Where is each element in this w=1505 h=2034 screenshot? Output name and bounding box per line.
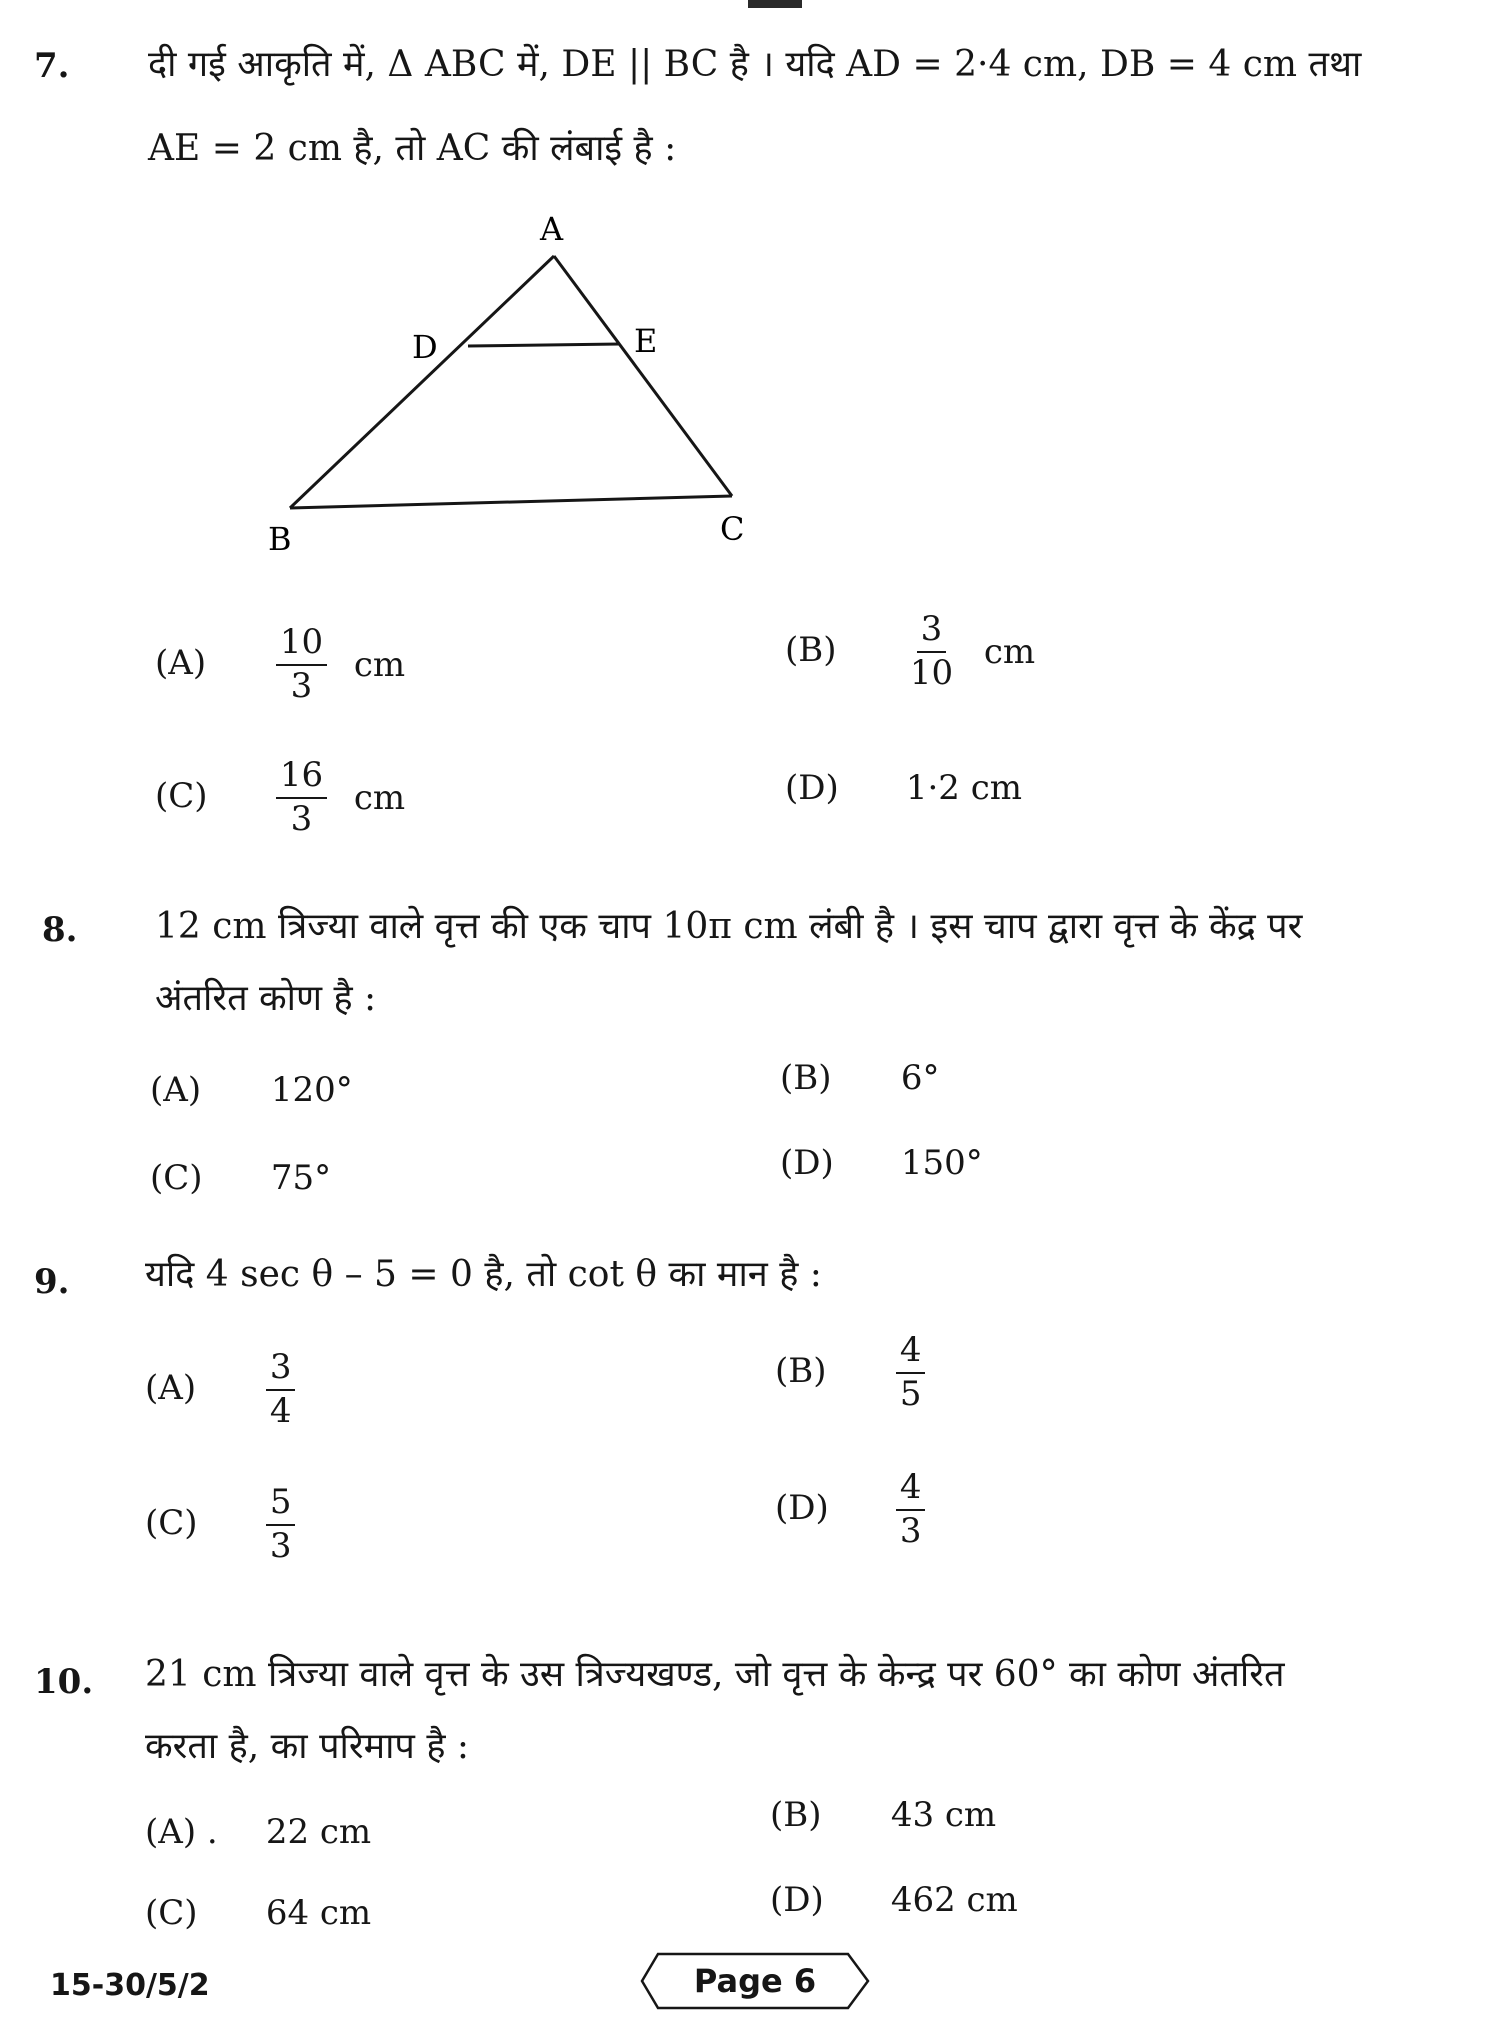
option-c[interactable] [155, 755, 406, 839]
fraction-numerator: 5 [266, 1485, 296, 1526]
question-number: 8. [42, 910, 78, 950]
vertex-label-a: A [540, 210, 564, 248]
option-d[interactable] [785, 768, 1022, 808]
option-value: 150° [900, 1143, 983, 1183]
option-unit: cm [983, 631, 1036, 672]
question-text-line: करता है, का परिमाप है : [145, 1726, 470, 1767]
fraction-denominator: 10 [909, 652, 954, 693]
fraction-denominator: 3 [290, 665, 313, 706]
question-number: 7. [34, 46, 70, 86]
question-text-line: 21 cm त्रिज्या वाले वृत्त के उस त्रिज्यखण्ड, जो वृत्त के केन्द्र पर 60° का कोण अंतरित [145, 1654, 1285, 1695]
option-label: (C) [150, 1158, 203, 1198]
option-label: (A) [155, 642, 207, 683]
fraction-numerator: 10 [276, 625, 327, 666]
option-label: (D) [785, 768, 839, 808]
fraction-numerator: 4 [896, 1333, 926, 1374]
option-d[interactable] [780, 1143, 983, 1183]
option-label: (B) [785, 629, 837, 670]
vertex-label-e: E [634, 322, 658, 360]
fraction [266, 1482, 296, 1566]
fraction [276, 622, 327, 706]
option-value: 43 cm [890, 1795, 997, 1835]
question-text-line: दी गई आकृति में, Δ ABC में, DE || BC है । यदि AD = 2·4 cm, DB = 4 cm तथा [148, 44, 1362, 85]
option-label: (C) [145, 1893, 198, 1933]
triangle-figure [260, 210, 780, 570]
option-label: (B) [770, 1795, 822, 1835]
question-text-line: AE = 2 cm है, तो AC की लंबाई है : [148, 128, 677, 169]
option-label: (B) [780, 1058, 832, 1098]
fraction-denominator: 3 [899, 1510, 922, 1551]
option-value: 75° [270, 1158, 332, 1198]
option-value: 120° [270, 1070, 353, 1110]
option-label: (C) [145, 1502, 198, 1543]
fraction-numerator: 3 [917, 612, 947, 653]
vertex-label-d: D [412, 328, 438, 366]
option-value: 462 cm [890, 1880, 1018, 1920]
paper-code: 15-30/5/2 [50, 1968, 210, 2003]
option-b[interactable] [785, 609, 1036, 693]
fraction-denominator: 4 [269, 1390, 292, 1431]
option-b[interactable] [775, 1330, 941, 1414]
vertex-label-b: B [268, 520, 292, 558]
scan-artifact [748, 0, 802, 8]
option-b[interactable] [770, 1795, 996, 1835]
fraction [896, 1330, 926, 1414]
option-a[interactable] [150, 1070, 353, 1110]
option-c[interactable] [150, 1158, 331, 1198]
option-value: 64 cm [265, 1893, 372, 1933]
option-label: (D) [770, 1880, 824, 1920]
vertex-label-c: C [720, 510, 745, 548]
option-label: (A) [145, 1367, 197, 1408]
option-c[interactable] [145, 1482, 311, 1566]
fraction [906, 609, 957, 693]
question-number: 9. [34, 1262, 70, 1302]
option-label: (D) [780, 1143, 834, 1183]
option-a[interactable] [145, 1347, 311, 1431]
option-c[interactable] [145, 1893, 371, 1933]
option-value: 22 cm [265, 1812, 372, 1852]
option-label: (A) . [145, 1812, 218, 1852]
fraction-denominator: 3 [269, 1525, 292, 1566]
option-label: (D) [775, 1487, 829, 1528]
segment-de [468, 344, 620, 346]
option-value: 6° [900, 1058, 940, 1098]
fraction-denominator: 3 [290, 798, 313, 839]
page-number-badge [640, 1952, 870, 2010]
side-ab [290, 256, 554, 508]
option-b[interactable] [780, 1058, 939, 1098]
option-label: (C) [155, 775, 208, 816]
option-a[interactable] [155, 622, 406, 706]
option-a[interactable] [145, 1812, 371, 1852]
fraction [896, 1467, 926, 1551]
question-text-line: 12 cm त्रिज्या वाले वृत्त की एक चाप 10π cm लंबी है । इस चाप द्वारा वृत्त के केंद्र पर [155, 906, 1303, 947]
side-bc [290, 496, 732, 508]
question-text-line: यदि 4 sec θ – 5 = 0 है, तो cot θ का मान है : [145, 1254, 822, 1295]
fraction-numerator: 16 [276, 758, 327, 799]
side-ac [554, 256, 732, 496]
fraction-numerator: 4 [896, 1470, 926, 1511]
option-value: 1·2 cm [905, 768, 1022, 808]
option-label: (B) [775, 1350, 827, 1391]
fraction [266, 1347, 296, 1431]
question-number: 10. [34, 1662, 94, 1702]
question-text-line: अंतरित कोण है : [155, 978, 377, 1019]
page-number: Page 6 [693, 1962, 817, 2000]
option-unit: cm [353, 644, 406, 685]
option-d[interactable] [775, 1467, 941, 1551]
fraction-numerator: 3 [266, 1350, 296, 1391]
option-unit: cm [353, 777, 406, 818]
fraction-denominator: 5 [899, 1373, 922, 1414]
option-label: (A) [150, 1070, 202, 1110]
option-d[interactable] [770, 1880, 1018, 1920]
fraction [276, 755, 327, 839]
